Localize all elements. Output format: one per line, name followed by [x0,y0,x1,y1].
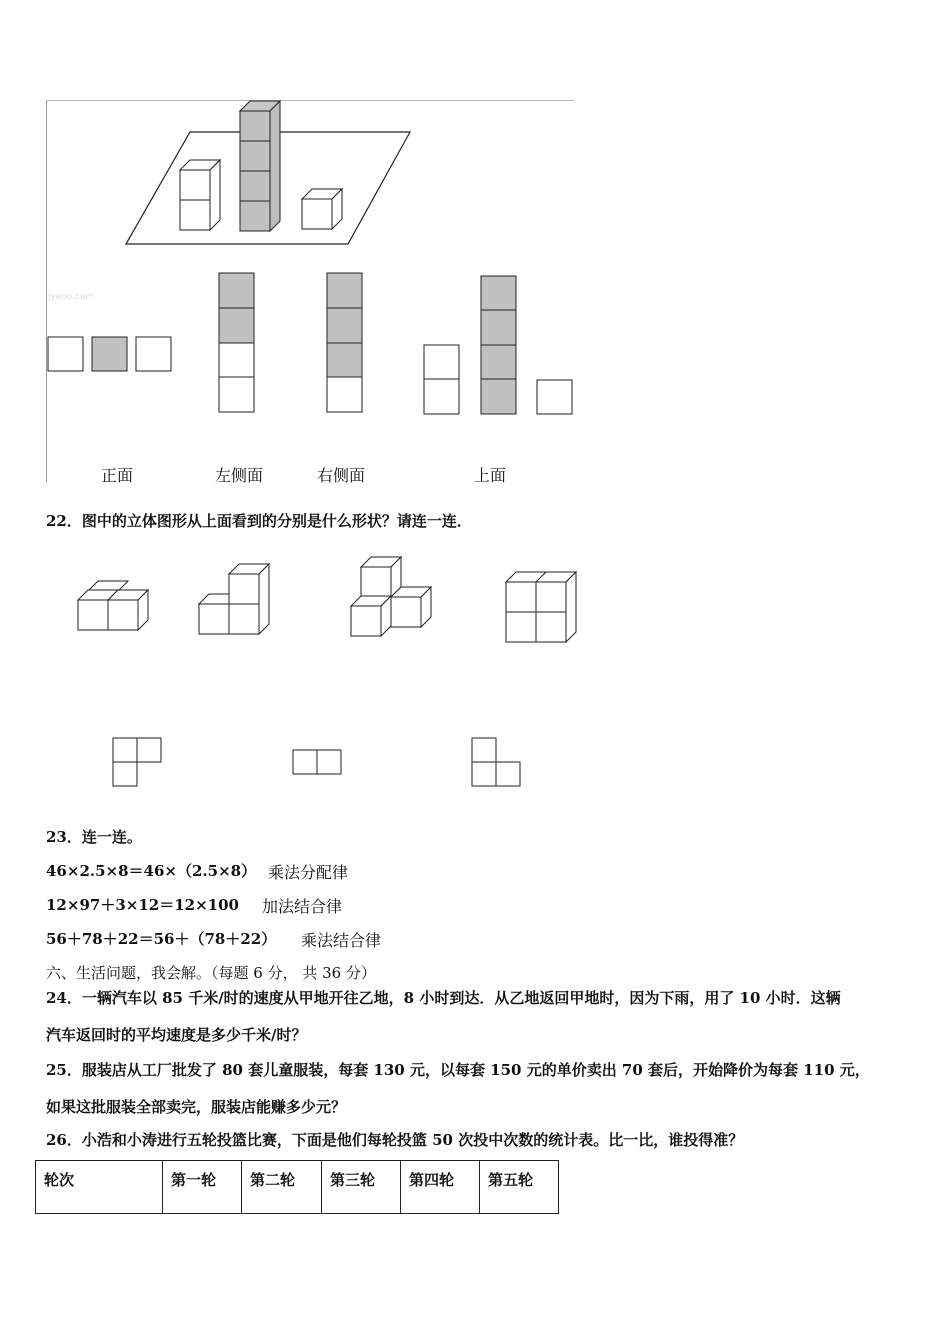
q24-line1: 24．一辆汽车以 85 千米/时的速度从甲地开往乙地，8 小时到达．从乙地返回甲地时，因为下雨，用了 10 小时．这辆 [46,989,841,1007]
table-header-cell: 第一轮 [163,1161,242,1214]
q23-right-1: 乘法分配律 [268,863,349,882]
q26-text: 26．小浩和小涛进行五轮投篮比赛，下面是他们每轮投篮 50 次投中次数的统计表。比一比，谁投得准？ [46,1131,744,1149]
table-row [36,1161,559,1214]
view-label-right: 右侧面 [317,466,366,485]
table-header-cell: 第三轮 [322,1161,401,1214]
q23-left-2: 12×97＋3×12＝12×100 [46,896,239,914]
q25-line1: 25．服装店从工厂批发了 80 套儿童服装，每套 130 元，以每套 150 元的单价卖出 70 套后，开始降价为每套 110 元， [46,1061,870,1079]
q23-left-3: 56＋78＋22＝56＋（78＋22） [46,930,277,948]
q23-left-1: 46×2.5×8＝46×（2.5×8） [46,862,257,880]
table-header-cell: 第四轮 [401,1161,480,1214]
q26-stats-table [35,1160,559,1214]
q23-right-2: 加法结合律 [262,897,343,916]
view-label-top: 上面 [474,466,507,485]
q22-text: 22．图中的立体图形从上面看到的分别是什么形状？请连一连． [46,512,472,530]
watermark: jyeoo.com [48,292,95,302]
table-header-cell: 轮次 [36,1161,163,1214]
view-label-left: 左侧面 [215,466,264,485]
table-header-cell: 第五轮 [480,1161,559,1214]
q23-title: 23．连一连。 [46,828,142,846]
section6-title: 六、生活问题，我会解。（每题 6 分， 共 36 分） [46,964,376,982]
q24-line2: 汽车返回时的平均速度是多少千米/时？ [46,1026,307,1044]
q25-line2: 如果这批服装全部卖完，服装店能赚多少元？ [46,1098,347,1116]
table-header-cell: 第二轮 [242,1161,322,1214]
view-label-front: 正面 [101,466,134,485]
q23-right-3: 乘法结合律 [301,931,382,950]
